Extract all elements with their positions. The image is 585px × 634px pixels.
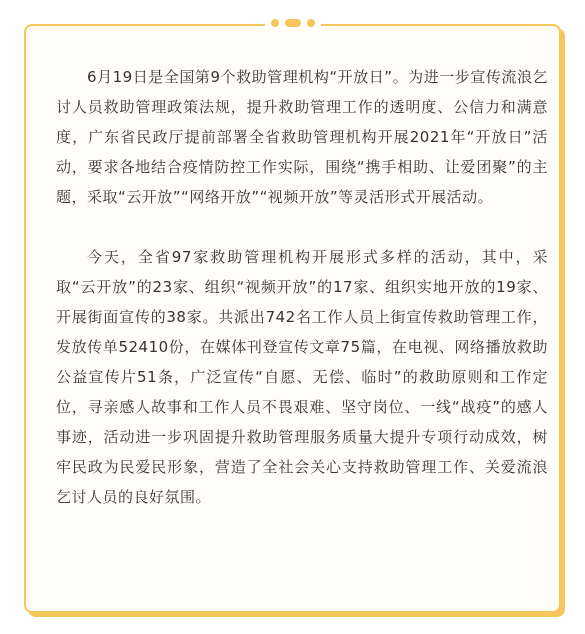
dot-icon bbox=[271, 19, 279, 27]
dot-icon bbox=[307, 19, 315, 27]
decorative-dots bbox=[0, 17, 585, 29]
dot-pill-icon bbox=[285, 19, 301, 27]
paragraph-2: 今天，全省97家救助管理机构开展形式多样的活动，其中，采取“云开放”的23家、组织“视频开放”的17家、组织实地开放的19家、开展街面宣传的38家。共派出742名工作人员上街宣传救助管理工作，发放传单52410份，在媒体刊登宣传文章75篇，在电视、网络播放救助公益宣传片51条，广泛宣传“自愿、无偿、临时”的救助原则和工作定位，寻亲感人故事和工作人员不畏艰难、坚守岗位、一线“战疫”的感人事迹，活动进一步巩固提升救助管理服务质量大提升专项行动成效，树牢民政为民爱民形象，营造了全社会关心支持救助管理工作、关爱流浪乞讨人员的良好氛围。 bbox=[56, 248, 548, 506]
paragraph-1: 6月19日是全国第9个救助管理机构“开放日”。为进一步宣传流浪乞讨人员救助管理政策法规，提升救助管理工作的透明度、公信力和满意度，广东省民政厅提前部署全省救助管理机构开展2021年“开放日”活动，要求各地结合疫情防控工作实际，围绕“携手相助、让爱团聚”的主题，采取“云开放”“网络开放”“视频开放”等灵活形式开展活动。 bbox=[56, 68, 548, 206]
article-body bbox=[56, 62, 548, 512]
